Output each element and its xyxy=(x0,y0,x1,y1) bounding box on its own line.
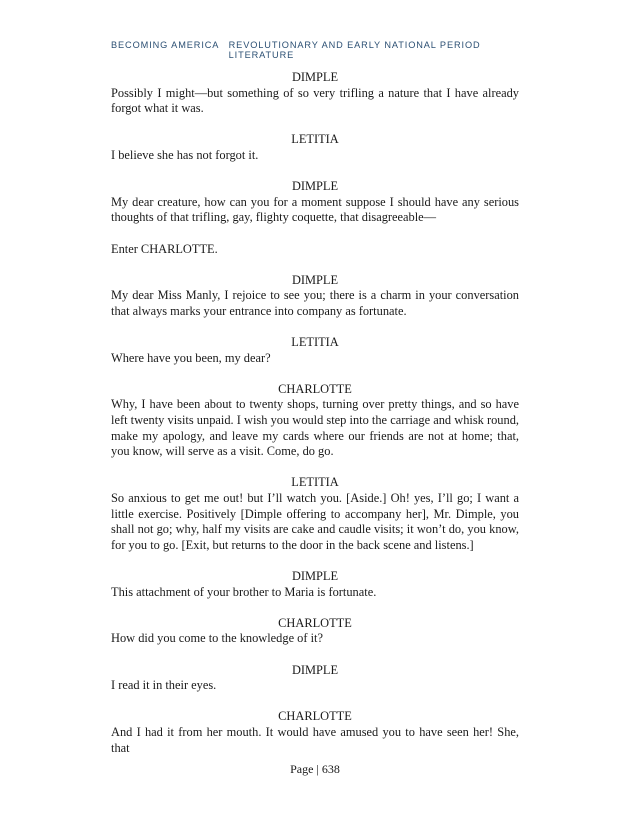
dialogue-line: My dear Miss Manly, I rejoice to see you; there is a charm in your conversation that always marks your entrance into company as fortunate. xyxy=(111,288,519,318)
speaker-name: DIMPLE xyxy=(291,569,339,583)
speaker-name: DIMPLE xyxy=(291,70,339,84)
dialogue-line: This attachment of your brother to Maria is fortunate. xyxy=(111,584,377,599)
speaker-name: CHARLOTTE xyxy=(278,615,352,630)
speaker-name: DIMPLE xyxy=(291,179,339,194)
dialogue-line: How did you come to the knowledge of it? xyxy=(111,631,323,646)
dialogue-block xyxy=(111,475,519,553)
speaker-name: LETITIA xyxy=(291,475,339,490)
stage-direction-block xyxy=(111,242,519,258)
dialogue-block xyxy=(111,709,519,756)
play-text xyxy=(111,70,519,756)
header-book-title: BECOMING AMERICA xyxy=(111,40,220,50)
header-section-title: REVOLUTIONARY AND EARLY NATIONAL PERIOD LITERATURE xyxy=(228,40,481,60)
dialogue-line: Where have you been, my dear? xyxy=(111,350,271,365)
dialogue-block xyxy=(111,663,519,694)
stage-direction: Enter CHARLOTTE. xyxy=(111,241,218,256)
dialogue-block xyxy=(111,179,519,226)
dialogue-line: I believe she has not forgot it. xyxy=(111,147,259,162)
dialogue-line: And I had it from her mouth. It would have amused you to have seen her! She, that xyxy=(111,724,519,755)
dialogue-block xyxy=(111,132,519,163)
dialogue-line: I read it in their eyes. xyxy=(111,678,217,693)
speaker-name: DIMPLE xyxy=(291,272,339,287)
dialogue-line: So anxious to get me out! but I’ll watch you. [Aside.] Oh! yes, I’ll go; I want a little exercise. Positively [Dimple offering to accompany her], Mr. Dimple, you shall not go; why, half my visits are cake and caudle visits; it won’t do, you know, for you to go. [Exit, but returns to the door in the back scene and listens.] xyxy=(111,491,519,552)
dialogue-line: My dear creature, how can you for a moment suppose I should have any serious thoughts of that trifling, gay, flighty coquette, that disagreeable— xyxy=(111,194,519,225)
dialogue-block xyxy=(111,335,519,366)
speaker-name: LETITIA xyxy=(291,132,339,147)
speaker-name: CHARLOTTE xyxy=(278,709,352,724)
speaker-name: DIMPLE xyxy=(291,662,339,677)
dialogue-block xyxy=(111,382,519,460)
dialogue-block xyxy=(111,273,519,320)
page-number: Page | 638 xyxy=(290,762,340,776)
dialogue-block xyxy=(111,569,519,600)
dialogue-line: Why, I have been about to twenty shops, turning over pretty things, and so have left twenty visits unpaid. I wish you would step into the carriage and whisk round, make my apology, and leave my cards where our friends are not at home; that, you know, will serve as a visit. Come, do go. xyxy=(111,397,519,459)
running-header xyxy=(111,40,519,60)
dialogue-line: Possibly I might—but something of so very trifling a nature that I have already forgot what it was. xyxy=(111,85,519,116)
speaker-name: LETITIA xyxy=(291,335,339,350)
dialogue-block xyxy=(111,616,519,647)
dialogue-block xyxy=(111,70,519,117)
speaker-name: CHARLOTTE xyxy=(278,381,352,396)
